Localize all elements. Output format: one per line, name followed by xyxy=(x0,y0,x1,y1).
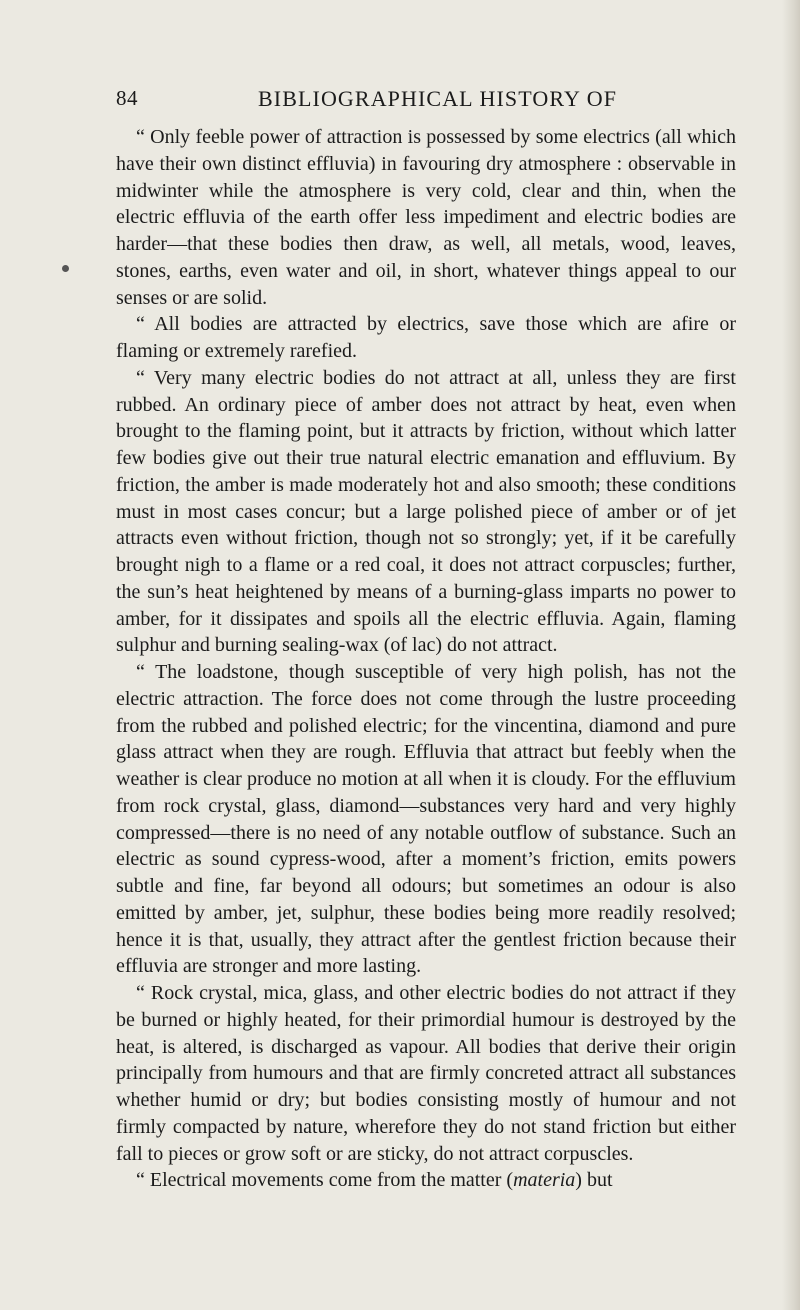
page-edge-shadow xyxy=(782,0,800,1310)
paragraph-6 xyxy=(116,1167,736,1194)
running-head: BIBLIOGRAPHICAL HISTORY OF xyxy=(258,86,618,111)
body-text xyxy=(116,124,736,1194)
paragraph-6-end: ) but xyxy=(575,1169,613,1192)
paragraph-3: “ Very many electric bodies do not attract at all, unless they are first rubbed. An ordinary piece of amber does not attract by heat, even when brought to the flaming point, but it attracts by friction, without which latter few bodies give out their true natural electric emanation and effluvium. By friction, the amber is made moderately hot and also smooth; these conditions must in most cases concur; but a large polished piece of amber or of jet attracts even without friction, though not so strongly; yet, if it be carefully brought nigh to a flame or a red coal, it does not attract corpuscles; further, the sun’s heat heightened by means of a burning-glass imparts no power to amber, for it dissipates and spoils all the electric effluvia. Again, flaming sulphur and burning sealing-wax (of lac) do not attract. xyxy=(116,366,736,657)
page-number: 84 xyxy=(116,86,138,110)
paragraph-4: “ The loadstone, though susceptible of very high polish, has not the electric attraction. The force does not come through the lustre proceeding from the rubbed and polished electric; for the vincentina, diamond and pure glass attract when they are rough. Effluvia that attract but feebly when the weather is clear produce no motion at all when it is cloudy. For the effluvium from rock crystal, glass, diamond—substances very hard and very highly compressed—there is no need of any notable outflow of substance. Such an electric as sound cypress-wood, after a moment’s friction, emits powers subtle and fine, far beyond all odours; but sometimes an odour is also emitted by amber, jet, sulphur, these bodies being more readily resolved; hence it is that, usually, they attract after the gentlest friction because their effluvia are stronger and more lasting. xyxy=(116,661,736,978)
paragraph-2: “ All bodies are attracted by electrics, save those which are afire or flaming or extremely rarefied. xyxy=(116,313,736,362)
paragraph-1: “ Only feeble power of attraction is possessed by some electrics (all which have their own distinct effluvia) in favouring dry atmosphere : observable in midwinter while the atmosphere is very cold, clear and thin, when the electric effluvia of the earth offer less impediment and electric bodies are harder—that these bodies then draw, as well, all metals, wood, leaves, stones, earths, even water and oil, in short, whatever things appeal to our senses or are solid. xyxy=(116,126,736,309)
page-header xyxy=(116,86,684,116)
paragraph-5: “ Rock crystal, mica, glass, and other electric bodies do not attract if they be burned or highly heated, for their primordial humour is destroyed by the heat, is altered, is discharged as vapour. All bodies that derive their origin principally from humours and that are firmly concreted attract all substances whether humid or dry; but bodies consisting mostly of humour and not firmly compacted by nature, wherefore they do not stand friction but either fall to pieces or grow soft or are sticky, do not attract corpuscles. xyxy=(116,982,736,1165)
margin-dot xyxy=(62,265,69,272)
paragraph-6-start: “ Electrical movements come from the matter ( xyxy=(136,1169,514,1192)
paragraph-6-italic: materia xyxy=(513,1169,576,1192)
